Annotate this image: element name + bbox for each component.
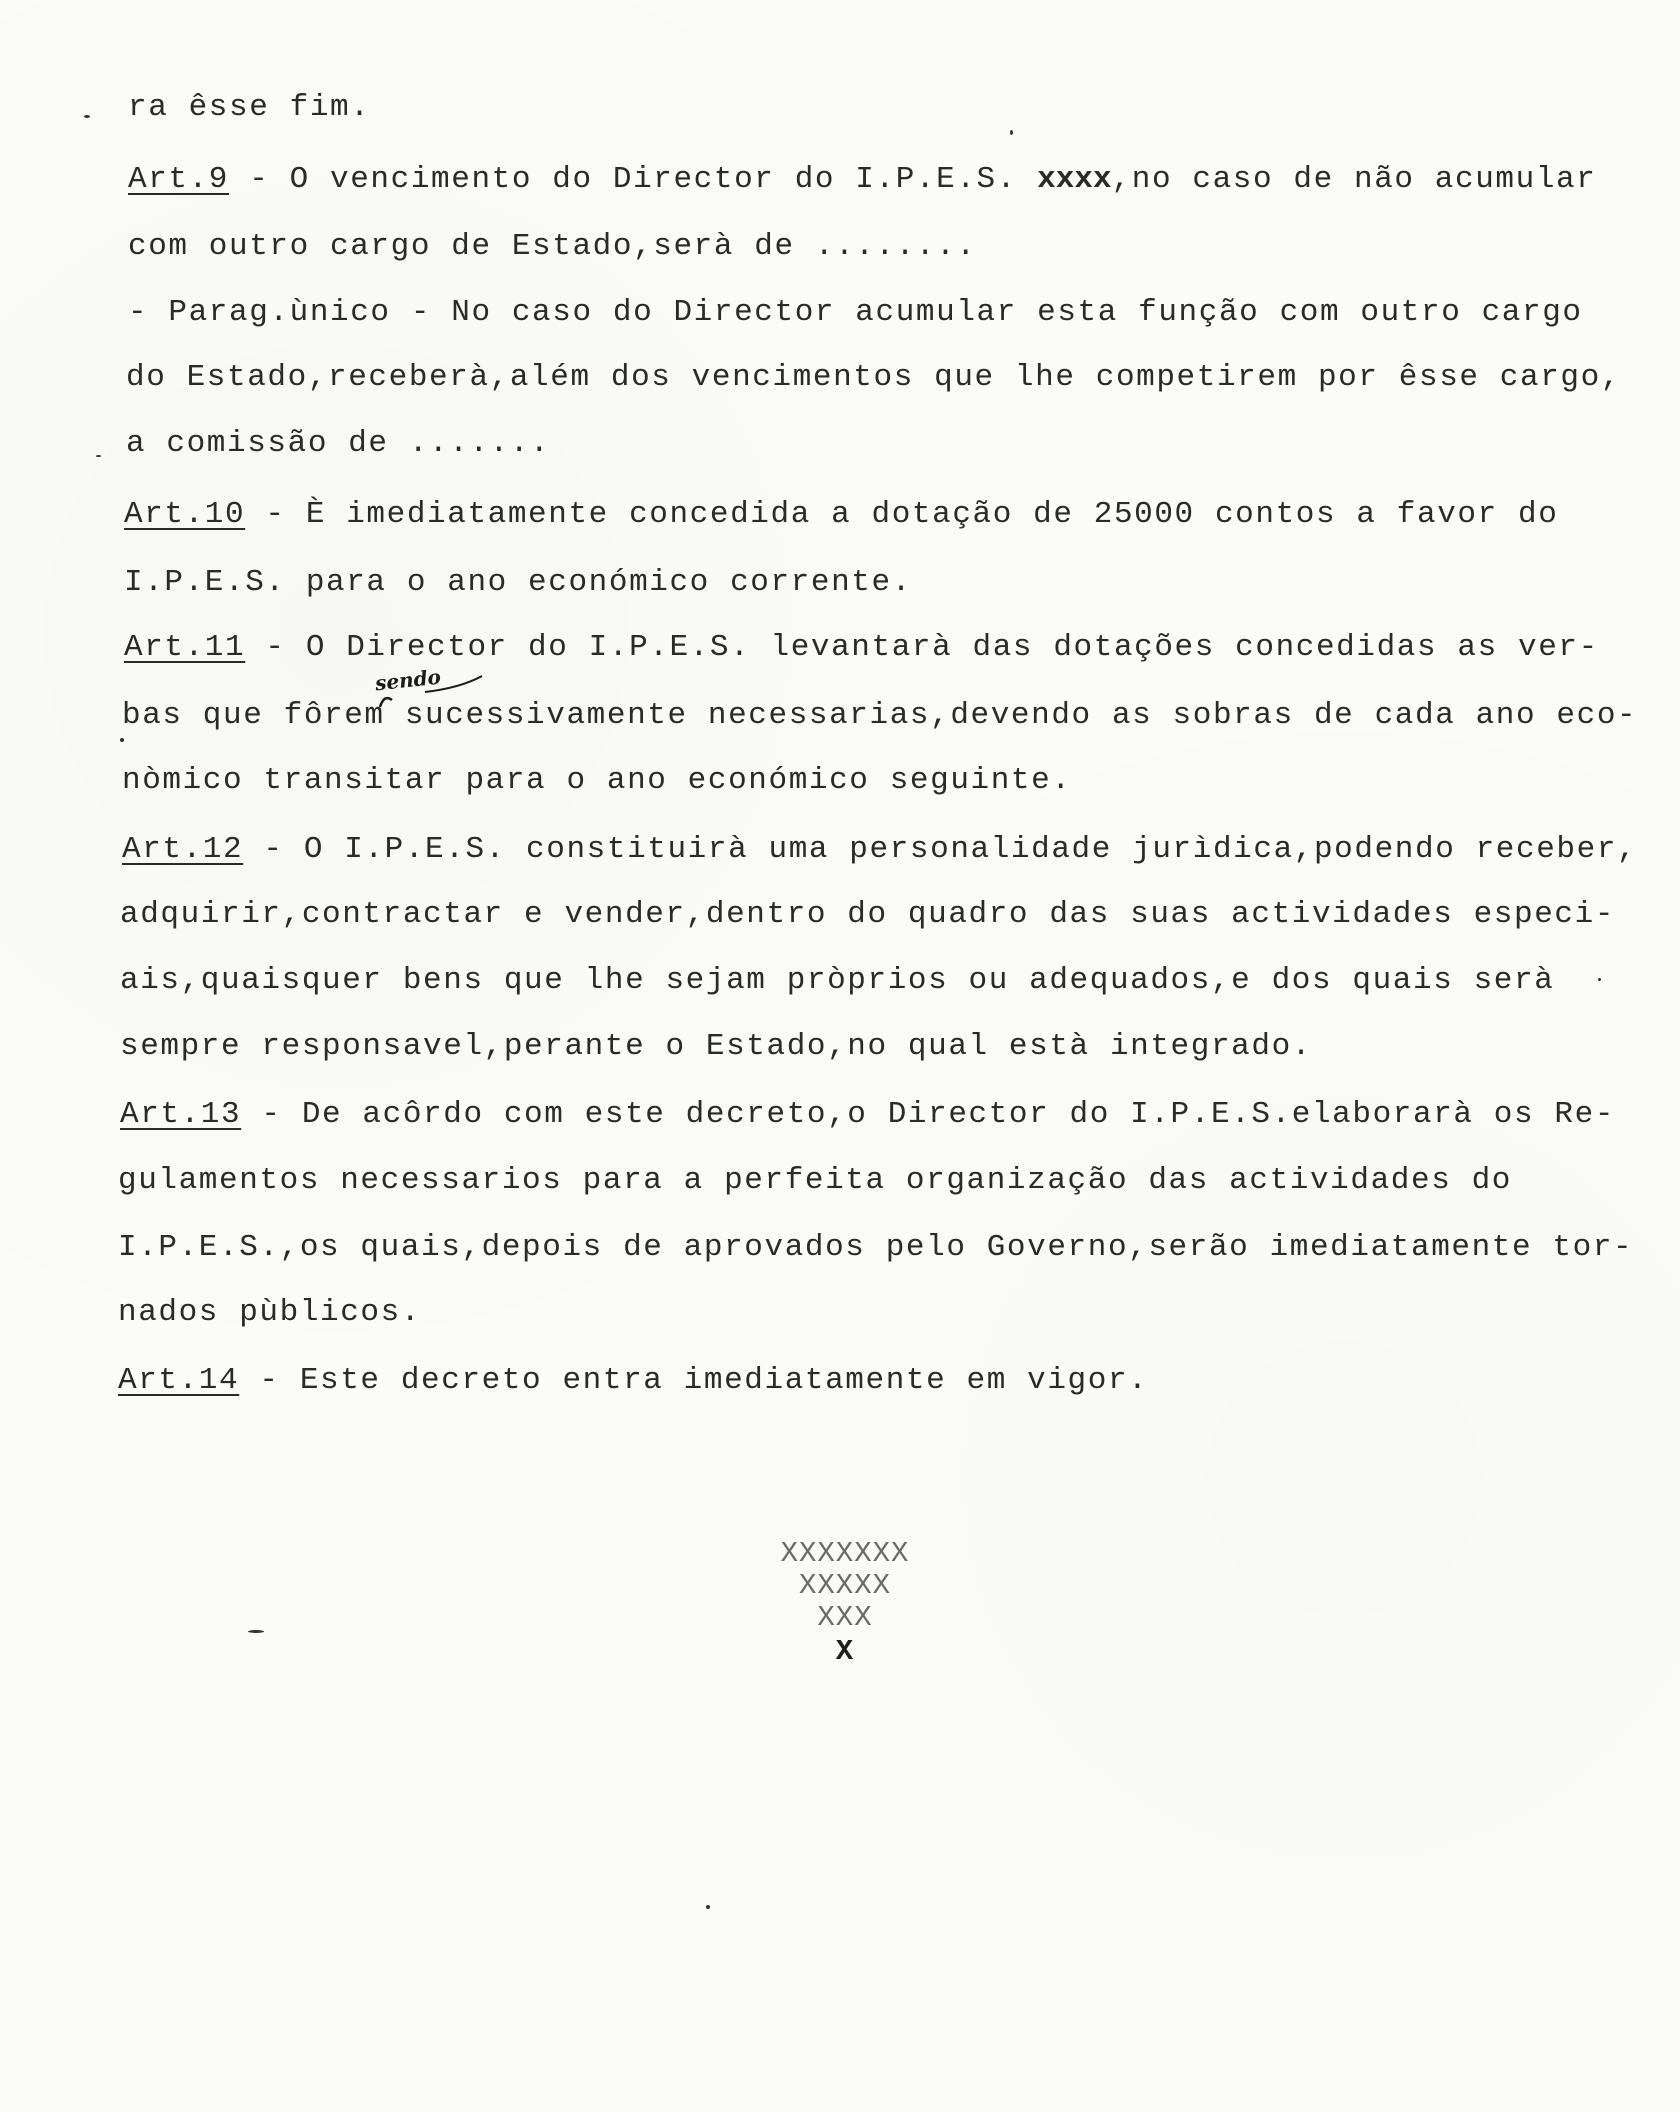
paper-speck bbox=[84, 115, 90, 118]
line-text: - O Director do I.P.E.S. levantarà das dotações concedidas as ver- bbox=[245, 630, 1599, 665]
paper-speck bbox=[706, 1905, 710, 1909]
insertion-caret-mark bbox=[370, 672, 490, 712]
closing-ornament-row-4: X bbox=[835, 1635, 855, 1668]
article-label: Art.11 bbox=[124, 630, 246, 665]
handwritten-insertion: sendo bbox=[373, 664, 442, 696]
text-line-6: a comissão de ....... bbox=[126, 426, 551, 461]
paper-speck bbox=[248, 1630, 264, 1633]
text-line-17: gulamentos necessarios para a perfeita organização das actividades do bbox=[118, 1163, 1513, 1198]
text-line-20-art-14 bbox=[118, 1361, 1148, 1401]
paper-speck bbox=[96, 455, 101, 457]
text-line-12-art-12 bbox=[122, 830, 1637, 870]
line-text: - O vencimento do Director do I.P.E.S. bbox=[229, 162, 1038, 197]
text-line-15: sempre responsavel,perante o Estado,no qual està integrado. bbox=[120, 1029, 1312, 1064]
article-label: Art.12 bbox=[122, 832, 244, 867]
text-line-1: ra êsse fim. bbox=[128, 90, 371, 125]
text-line-7-art-10 bbox=[124, 495, 1558, 535]
text-line-5: do Estado,receberà,além dos vencimentos que lhe competirem por êsse cargo, bbox=[126, 360, 1622, 395]
line-text: - De acôrdo com este decreto,o Director do I.P.E.S.elaborarà os Re- bbox=[241, 1097, 1616, 1132]
article-label: Art.9 bbox=[128, 162, 230, 197]
text-line-13: adquirir,contractar e vender,dentro do quadro das suas actividades especi- bbox=[120, 897, 1616, 932]
struck-out-text: xxxx bbox=[1037, 162, 1112, 197]
text-line-16-art-13 bbox=[120, 1095, 1615, 1135]
line-text-after: ,no caso de não acumular bbox=[1111, 162, 1597, 197]
text-line-8: I.P.E.S. para o ano económico corrente. bbox=[124, 565, 912, 600]
text-line-9-art-11 bbox=[124, 628, 1599, 668]
text-line-2-art-9 bbox=[128, 160, 1596, 200]
closing-ornament-row-2: XXXXX bbox=[798, 1569, 891, 1602]
text-line-3: com outro cargo de Estado,serà de ........ bbox=[128, 229, 977, 264]
text-line-11: nòmico transitar para o ano económico seguinte. bbox=[122, 763, 1072, 798]
closing-ornament-row-3: XXX bbox=[817, 1601, 873, 1634]
text-line-19: nados pùblicos. bbox=[118, 1295, 422, 1330]
paper-speck bbox=[120, 738, 124, 742]
line-text: - O I.P.E.S. constituirà uma personalidade jurìdica,podendo receber, bbox=[243, 832, 1638, 867]
text-line-4: - Parag.ùnico - No caso do Director acumular esta função com outro cargo bbox=[128, 295, 1583, 330]
text-line-18: I.P.E.S.,os quais,depois de aprovados pelo Governo,serão imediatamente tor- bbox=[118, 1230, 1634, 1265]
line-text: - Este decreto entra imediatamente em vigor. bbox=[239, 1363, 1149, 1398]
article-label: Art.14 bbox=[118, 1363, 240, 1398]
article-label: Art.13 bbox=[120, 1097, 242, 1132]
line-text: - È imediatamente concedida a dotação de 25000 contos a favor do bbox=[245, 497, 1559, 532]
text-line-14: ais,quaisquer bens que lhe sejam pròprios ou adequados,e dos quais serà bbox=[120, 963, 1555, 998]
paper-speck bbox=[1010, 130, 1013, 135]
paper-speck bbox=[1598, 978, 1601, 981]
article-label: Art.10 bbox=[124, 497, 246, 532]
text-line-10: bas que fôrem sucessivamente necessarias,devendo as sobras de cada ano eco- bbox=[122, 698, 1638, 733]
closing-ornament-row-1: XXXXXXX bbox=[780, 1537, 910, 1570]
